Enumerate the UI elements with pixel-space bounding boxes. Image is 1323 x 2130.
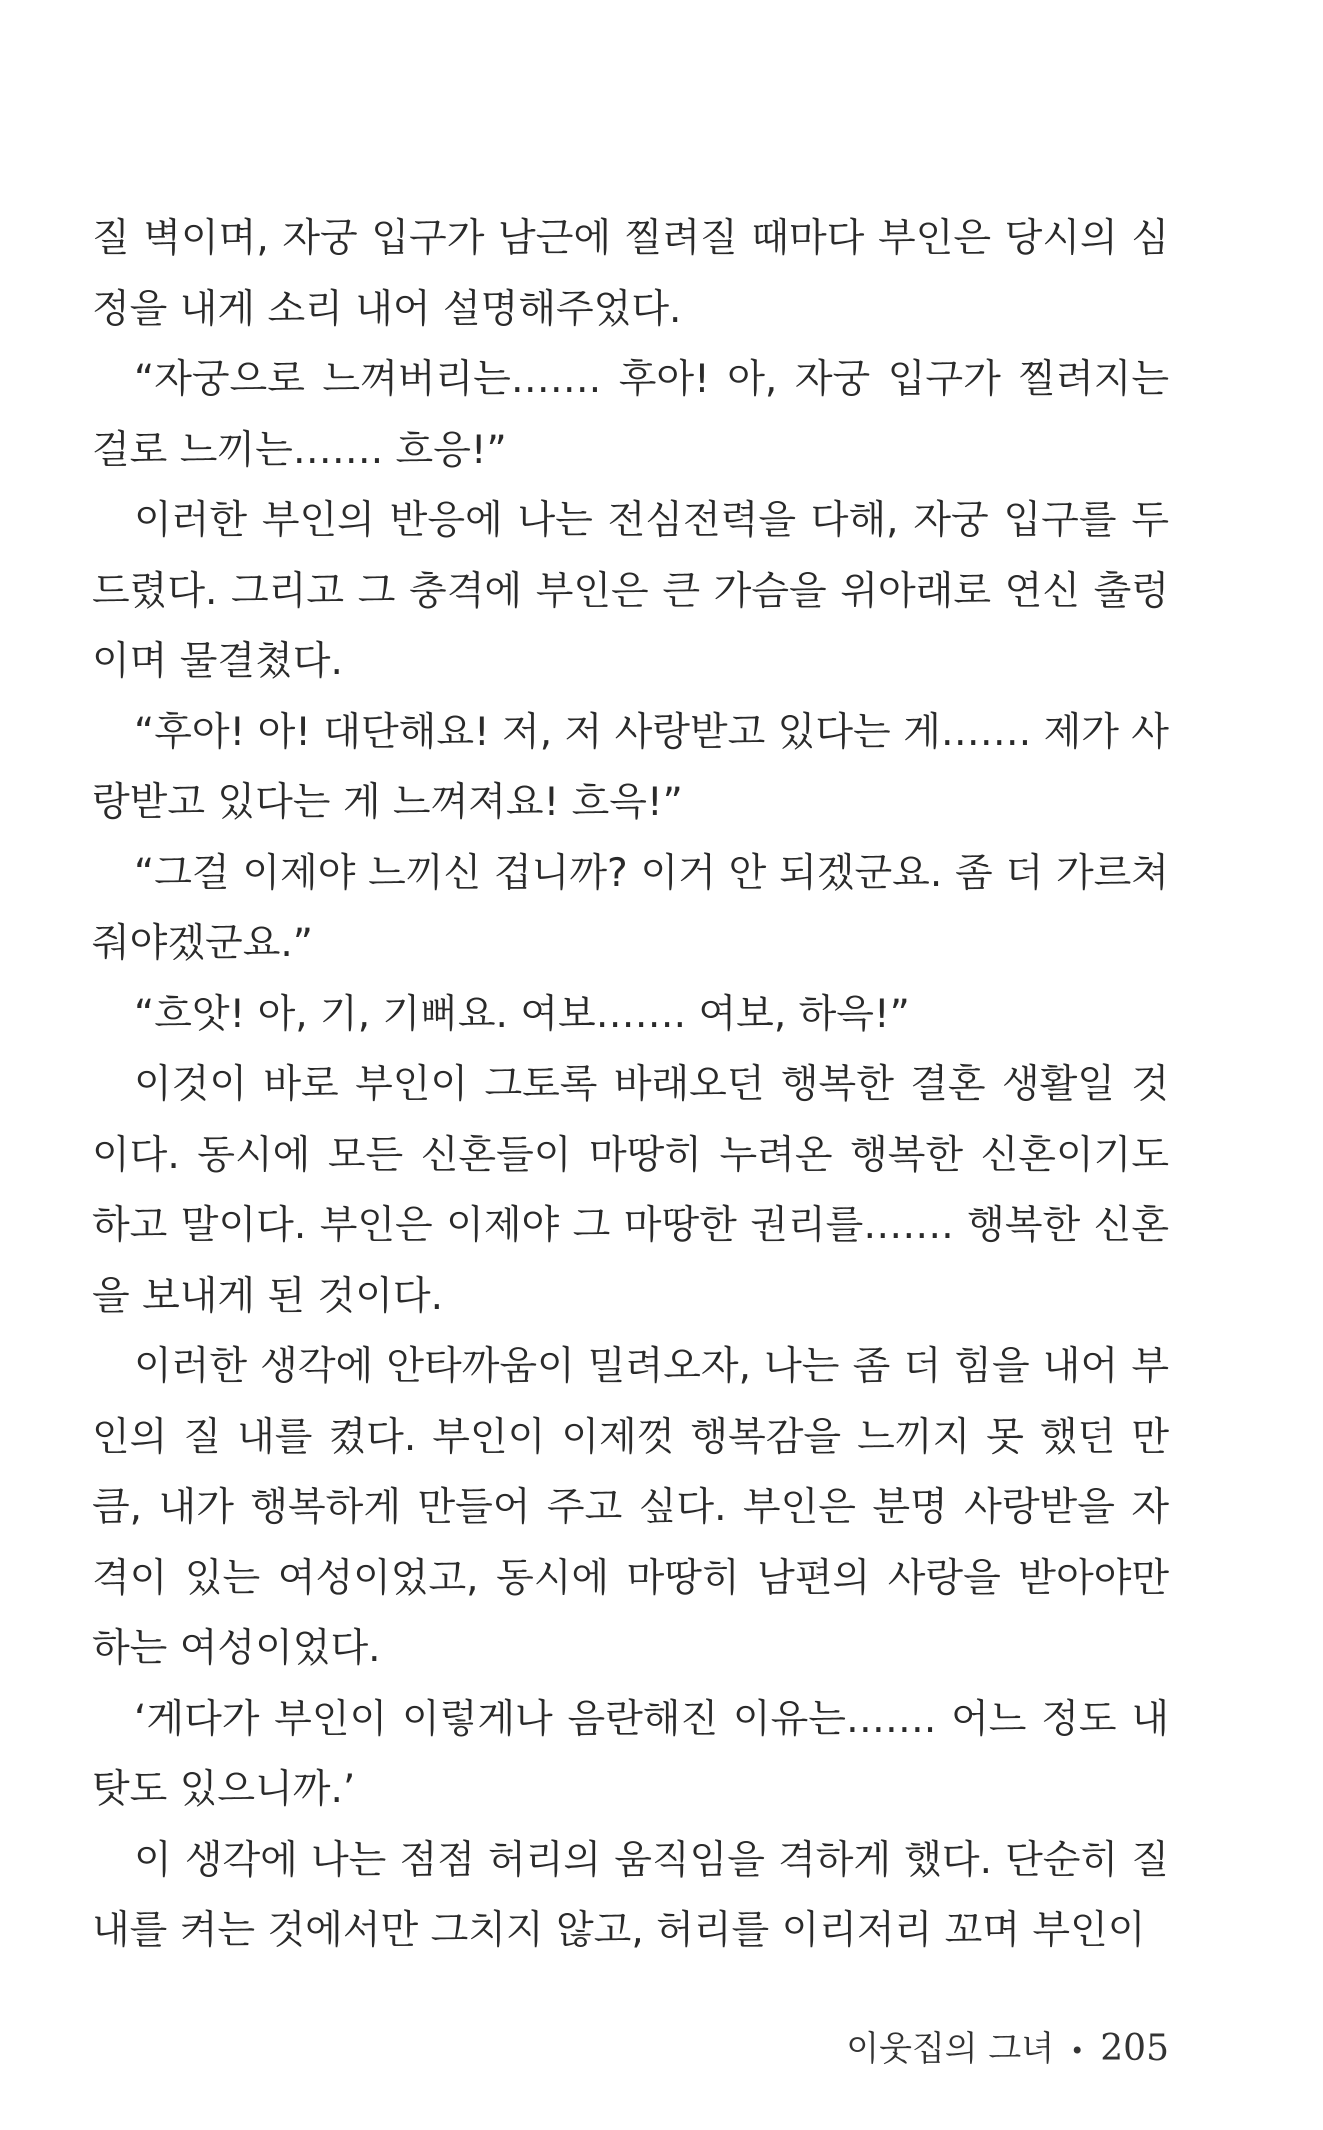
bullet-separator: •: [1070, 2036, 1085, 2065]
body-text: [92, 204, 1169, 1967]
paragraph: ‘게다가 부인이 이렇게나 음란해진 이유는……. 어느 정도 내 탓도 있으니까.’: [92, 1696, 1169, 1812]
paragraph: 이러한 생각에 안타까움이 밀려오자, 나는 좀 더 힘을 내어 부인의 질 내를 켰다. 부인이 이제껏 행복감을 느끼지 못 했던 만큼, 내가 행복하게 만들어 주고 싶다. 부인은 분명 사랑받을 자격이 있는 여성이었고, 동시에 마땅히 남편의 사랑을 받아야만 하는 여성이었다.: [92, 1344, 1169, 1671]
paragraph: 질 벽이며, 자궁 입구가 남근에 찔려질 때마다 부인은 당시의 심정을 내게 소리 내어 설명해주었다.: [92, 216, 1169, 332]
paragraph: 이러한 부인의 반응에 나는 전심전력을 다해, 자궁 입구를 두드렸다. 그리고 그 충격에 부인은 큰 가슴을 위아래로 연신 출렁이며 물결쳤다.: [92, 498, 1169, 684]
paragraph: “후아! 아! 대단해요! 저, 저 사랑받고 있다는 게……. 제가 사랑받고 있다는 게 느껴져요! 흐윽!”: [92, 709, 1169, 825]
page-footer: [800, 2021, 1169, 2070]
paragraph: 이 생각에 나는 점점 허리의 움직임을 격하게 했다. 단순히 질 내를 켜는 것에서만 그치지 않고, 허리를 이리저리 꼬며 부인이: [92, 1837, 1169, 1953]
page-number: 205: [1100, 2028, 1169, 2069]
paragraph: 이것이 바로 부인이 그토록 바래오던 행복한 결혼 생활일 것이다. 동시에 모든 신혼들이 마땅히 누려온 행복한 신혼이기도 하고 말이다. 부인은 이제야 그 마땅한 권리를……. 행복한 신혼을 보내게 된 것이다.: [92, 1062, 1169, 1319]
paragraph: “그걸 이제야 느끼신 겁니까? 이거 안 되겠군요. 좀 더 가르쳐 줘야겠군요.”: [92, 850, 1169, 966]
paragraph: “흐앗! 아, 기, 기뻐요. 여보……. 여보, 하윽!”: [134, 991, 910, 1037]
running-title: 이웃집의 그녀: [846, 2029, 1055, 2069]
paragraph: “자궁으로 느껴버리는……. 후아! 아, 자궁 입구가 찔려지는 걸로 느끼는……. 흐응!”: [92, 357, 1169, 473]
